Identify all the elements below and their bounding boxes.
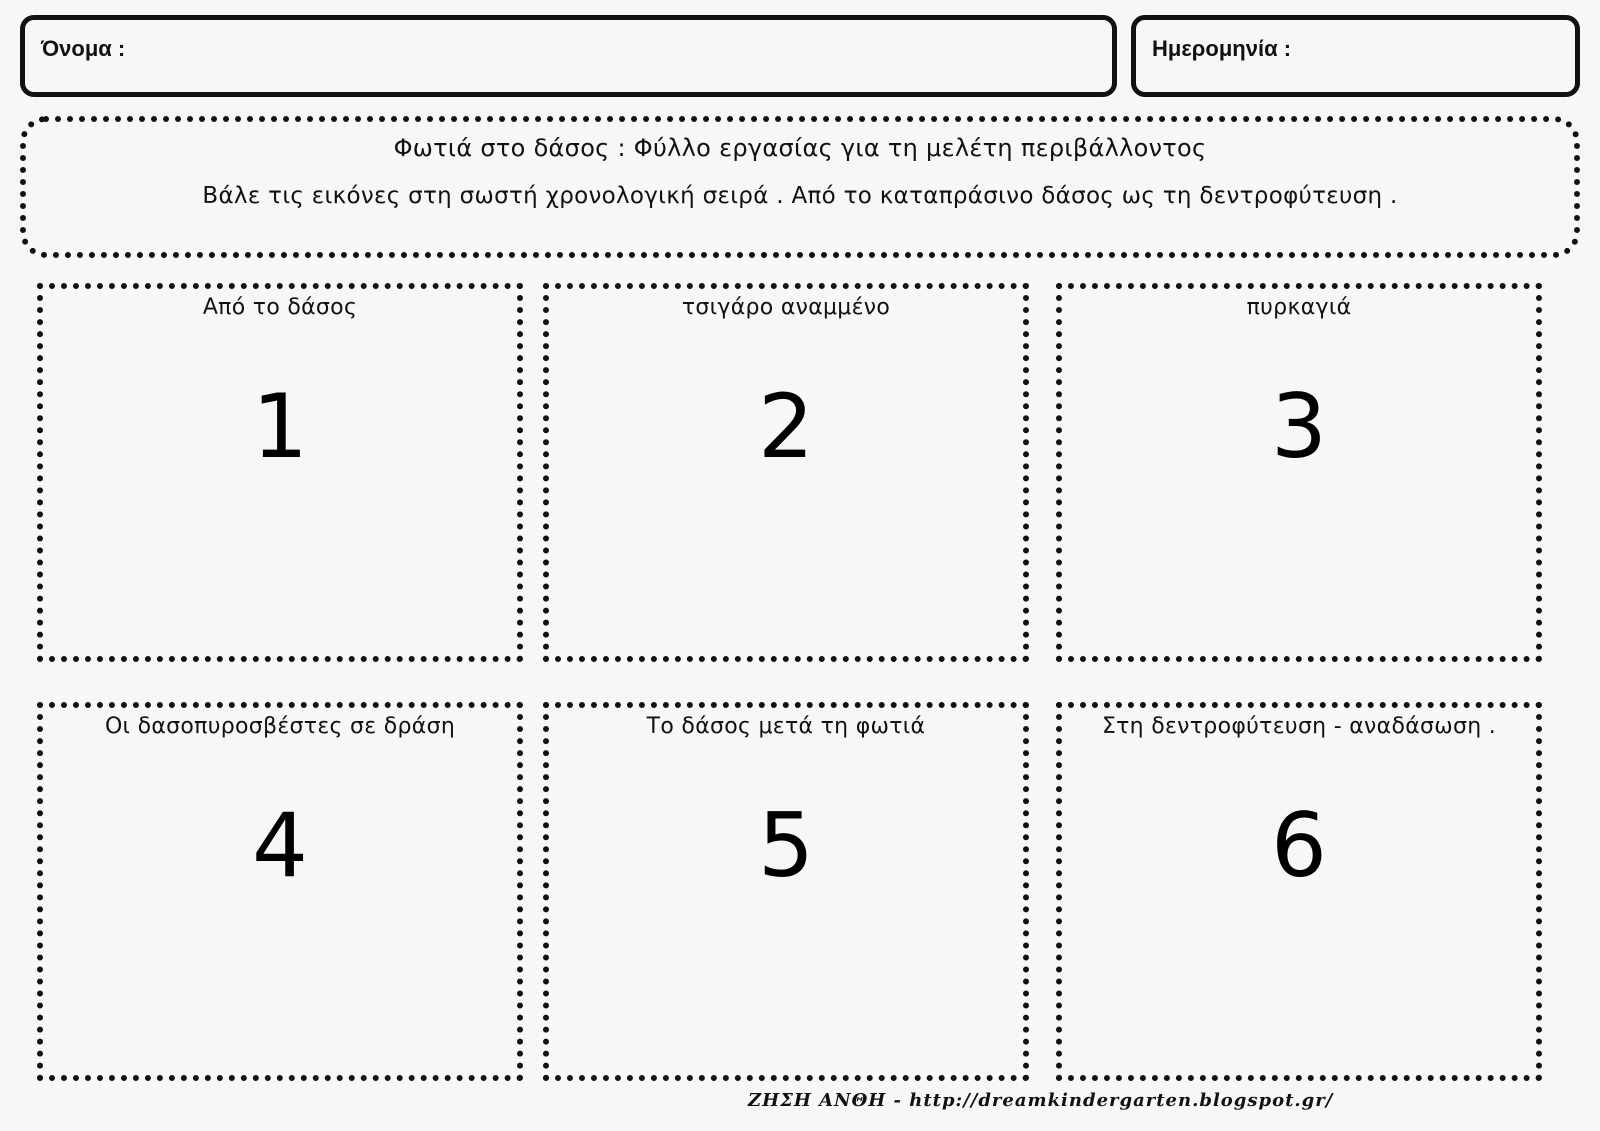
card-number: 3 <box>1271 375 1327 478</box>
card-caption: Το δάσος μετά τη φωτιά <box>646 714 926 739</box>
footer-credit: ΖΗΣΗ ΑΝΘΗ - http://dreamkindergarten.blogspot.gr/ <box>748 1090 1334 1111</box>
card-number: 5 <box>758 794 814 897</box>
picture-card-2[interactable] <box>543 283 1029 662</box>
card-number: 6 <box>1271 794 1327 897</box>
card-number: 1 <box>252 375 308 478</box>
card-caption: Στη δεντροφύτευση - αναδάσωση . <box>1101 714 1497 739</box>
name-field[interactable] <box>20 15 1117 97</box>
name-label: Όνομα : <box>41 36 126 61</box>
date-label: Ημερομηνία : <box>1152 36 1292 61</box>
card-number: 4 <box>252 794 308 897</box>
picture-card-4[interactable] <box>37 702 523 1081</box>
card-number: 2 <box>758 375 814 478</box>
worksheet-instruction: Βάλε τις εικόνες στη σωστή χρονολογική σειρά . Από το καταπράσινο δάσος ως τη δεντροφύτευση . <box>202 183 1398 209</box>
date-field[interactable] <box>1131 15 1580 97</box>
card-caption: πυρκαγιά <box>1246 295 1352 320</box>
picture-card-3[interactable] <box>1056 283 1542 662</box>
instruction-panel <box>20 116 1580 258</box>
picture-card-1[interactable] <box>37 283 523 662</box>
card-caption: τσιγάρο αναμμένο <box>681 295 891 320</box>
picture-card-5[interactable] <box>543 702 1029 1081</box>
picture-card-6[interactable] <box>1056 702 1542 1081</box>
card-caption: Οι δασοπυροσβέστες σε δράση <box>104 714 456 739</box>
card-caption: Από το δάσος <box>202 295 358 320</box>
worksheet-title: Φωτιά στο δάσος : Φύλλο εργασίας για τη μελέτη περιβάλλοντος <box>393 134 1207 162</box>
